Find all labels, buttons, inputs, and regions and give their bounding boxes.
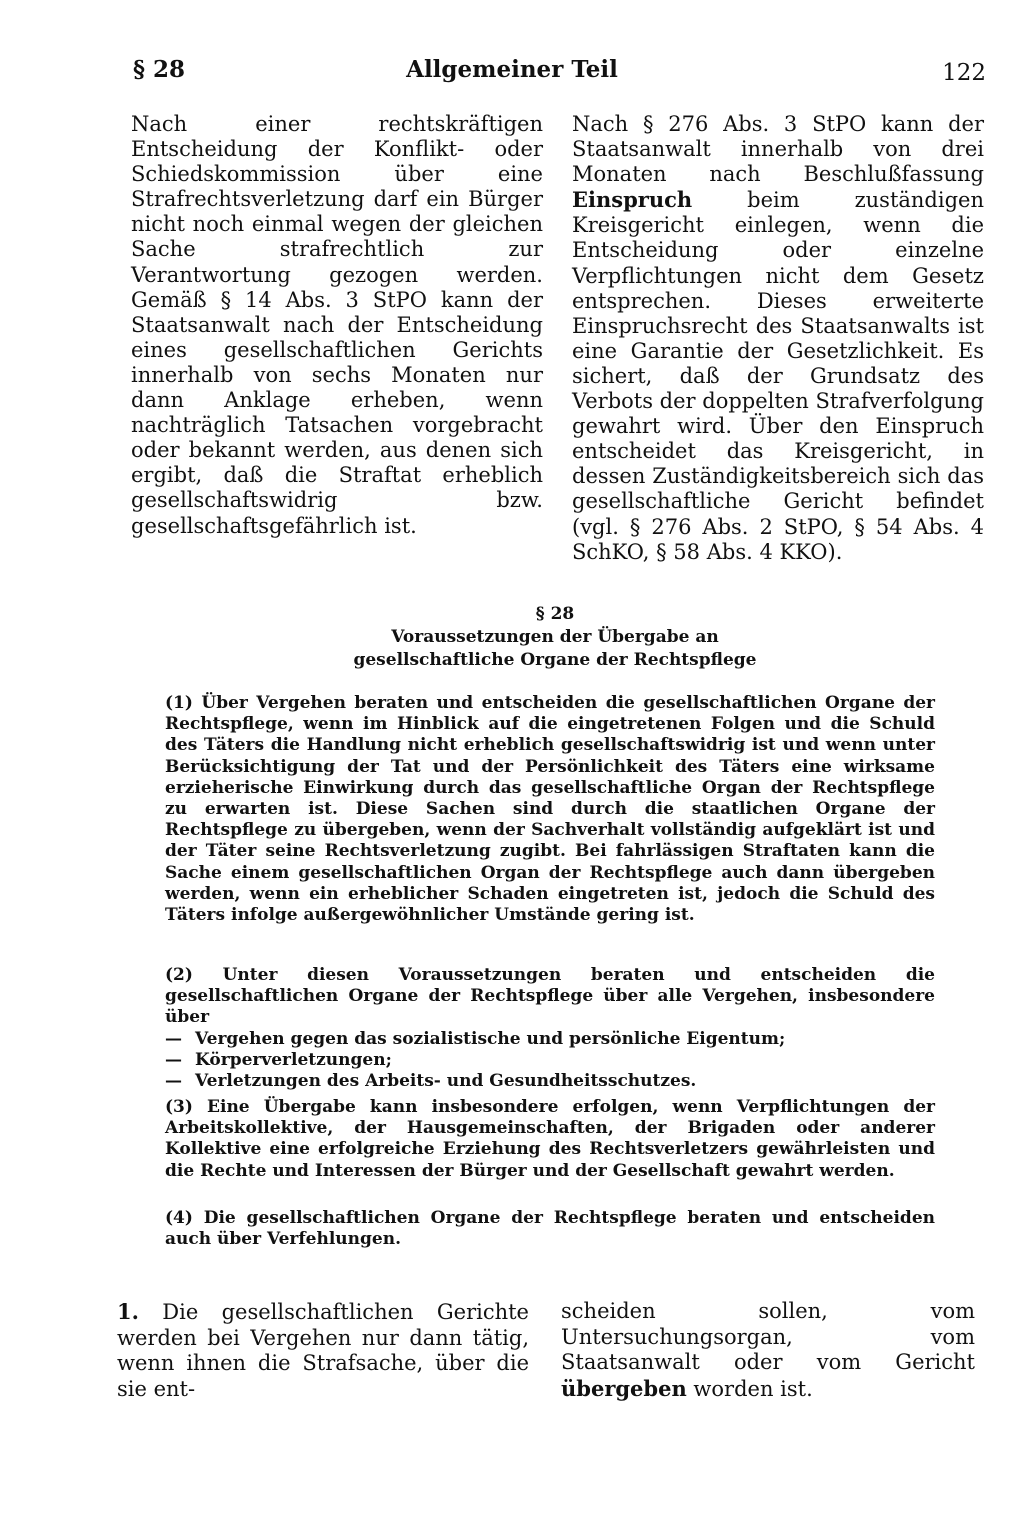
law-section-number: § 28: [535, 604, 575, 624]
page-title: Allgemeiner Teil: [406, 56, 618, 83]
law-title-line-1: Voraussetzungen der Übergabe an: [391, 627, 719, 647]
list-item: [165, 1050, 935, 1071]
law-paragraph-4: (4) Die gesellschaftlichen Organe der Rechtspflege beraten und entscheiden auch über Verfehlungen.: [165, 1208, 935, 1250]
commentary-right-after: worden ist.: [693, 1376, 813, 1401]
einspruch-term: Einspruch: [572, 187, 693, 213]
commentary-number: 1.: [117, 1299, 139, 1324]
dash-bullet: —: [165, 1028, 182, 1049]
law-paragraph-2-intro: (2) Unter diesen Voraussetzungen beraten und entscheiden die gesellschaftlichen Organe der Rechtspflege über alle Vergehen, insbesondere über: [165, 965, 935, 1028]
list-item: [165, 1071, 935, 1092]
left-column: [131, 112, 543, 539]
law-paragraph-2-list: [165, 1029, 935, 1093]
commentary-right-before: scheiden sollen, vom Untersuchungsorgan, vom Staatsanwalt oder vom Gericht: [561, 1299, 975, 1375]
uebergeben-term: übergeben: [561, 1375, 687, 1401]
list-item-text: Verletzungen des Arbeits- und Gesundheitsschutzes.: [195, 1071, 697, 1092]
right-column: [572, 112, 984, 565]
dash-bullet: —: [165, 1071, 182, 1092]
right-column-text: [572, 112, 984, 565]
left-column-text: Nach einer rechtskräftigen Entscheidung der Konflikt- oder Schiedskommission über eine Strafrechtsverletzung darf ein Bürger nicht noch einmal wegen der gleichen Sache strafrechtlich zur Verantwortung gezogen werden. Gemäß § 14 Abs. 3 StPO kann der Staatsanwalt nach der Entscheidung eines gesellschaftlichen Gerichts innerhalb von sechs Monaten nur dann Anklage erheben, wenn nachträglich Tatsachen vorgebracht oder bekannt werden, aus denen sich ergibt, daß die Straftat erheblich gesellschaftswidrig bzw. gesellschaftsgefährlich ist.: [131, 112, 543, 538]
law-title-line-2: gesellschaftliche Organe der Rechtspflege: [353, 650, 757, 670]
dash-bullet: —: [165, 1049, 182, 1070]
page-number: 122: [942, 60, 986, 86]
commentary-left: [117, 1299, 529, 1402]
list-item: [165, 1029, 935, 1050]
law-paragraph-2: [165, 965, 935, 1092]
commentary-right: [561, 1299, 975, 1402]
law-paragraph-3: (3) Eine Übergabe kann insbesondere erfolgen, wenn Verpflichtungen der Arbeitskollektive, der Hausgemeinschaften, der Brigaden oder anderer Kollektive eine erfolgreiche Erziehung des Rechtsverletzers gewährleisten und die Rechte und Interessen der Bürger und der Gesellschaft gewahrt werden.: [165, 1097, 935, 1181]
commentary-left-text: Die gesellschaftlichen Gerichte werden bei Vergehen nur dann tätig, wenn ihnen die Strafsache, über die sie ent-: [117, 1300, 529, 1401]
section-number: § 28: [133, 56, 186, 83]
right-column-text-after: beim zuständigen Kreisgericht einlegen, wenn die Entscheidung oder einzelne Verpflichtungen nicht dem Gesetz entsprechen. Dieses erweiterte Einspruchsrecht des Staatsanwalts ist eine Garantie der Gesetzlichkeit. Es sichert, daß der Grundsatz des Verbots der doppelten Strafverfolgung gewahrt wird. Über den Einspruch entscheidet das Kreisgericht, in dessen Zuständigkeitsbereich sich das gesellschaftliche Gericht befindet (vgl. § 276 Abs. 2 StPO, § 54 Abs. 4 SchKO, § 58 Abs. 4 KKO).: [572, 188, 985, 564]
list-item-text: Körperverletzungen;: [195, 1049, 392, 1070]
list-item-text: Vergehen gegen das sozialistische und persönliche Eigentum;: [195, 1028, 786, 1049]
law-paragraph-1: (1) Über Vergehen beraten und entscheiden die gesellschaftlichen Organe der Rechtspflege, wenn im Hinblick auf die eingetretenen Folgen und die Schuld des Täters die Handlung nicht erheblich gesellschaftswidrig ist und wenn unter Berücksichtigung der Tat und der Persönlichkeit des Täters eine wirksame erzieherische Einwirkung durch das gesellschaftliche Organ der Rechtspflege zu erwarten ist. Diese Sachen sind durch die staatlichen Organe der Rechtspflege zu übergeben, wenn der Sachverhalt vollständig aufgeklärt ist und der Täter seine Rechtsverletzung zugibt. Bei fahrlässigen Straftaten kann die Sache einem gesellschaftlichen Organ der Rechtspflege auch dann übergeben werden, wenn ein erheblicher Schaden eingetreten ist, jedoch die Schuld des Täters infolge außergewöhnlicher Umstände gering ist.: [165, 693, 935, 926]
right-column-text-before: Nach § 276 Abs. 3 StPO kann der Staatsanwalt innerhalb von drei Monaten nach Beschlußfassung: [572, 112, 984, 187]
